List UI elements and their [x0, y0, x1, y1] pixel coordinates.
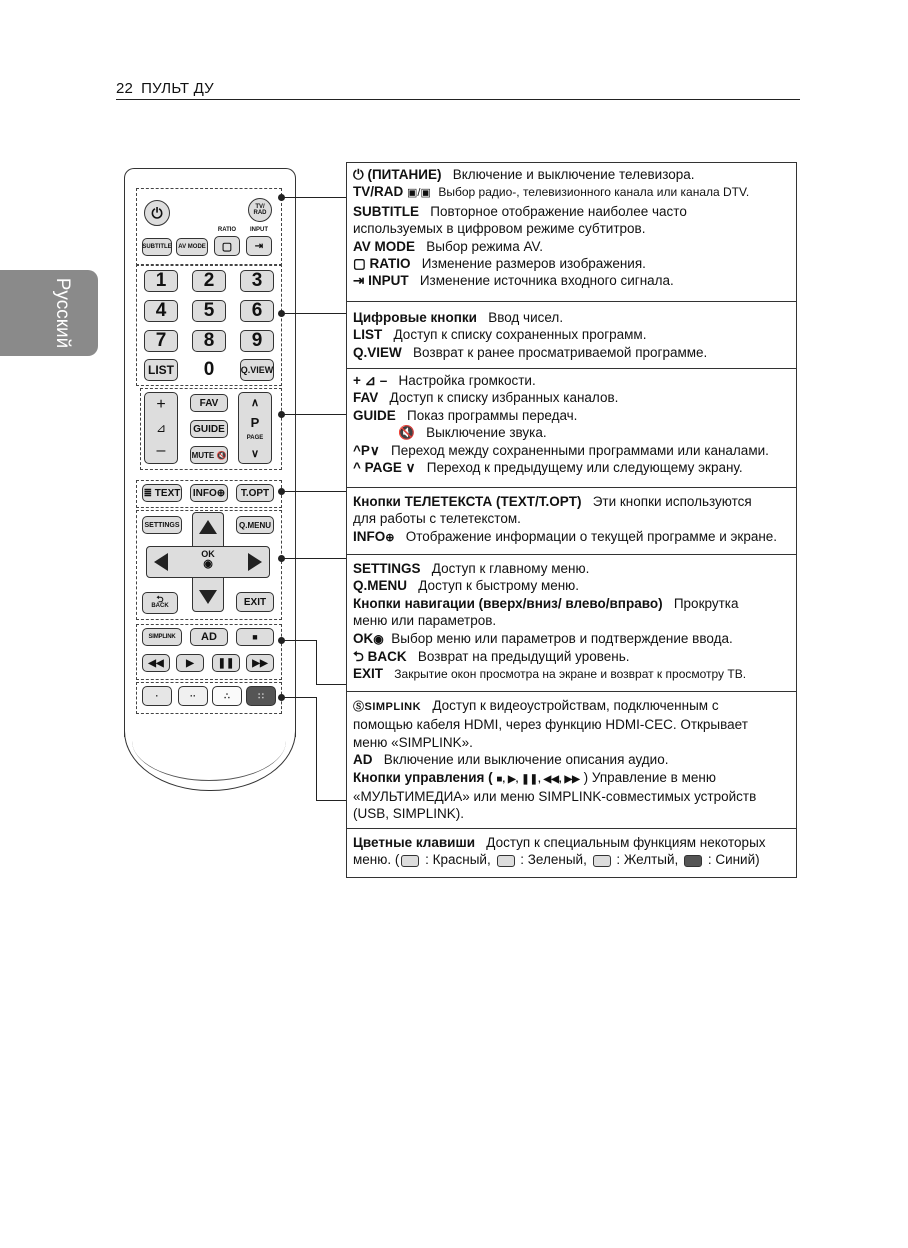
desc-text: Настройка громкости. — [398, 373, 536, 388]
desc-term: BACK — [367, 649, 407, 665]
section-volume — [347, 369, 796, 488]
desc-line — [353, 510, 790, 527]
section-navigation — [347, 555, 796, 692]
desc-line — [353, 769, 790, 788]
section-teletext — [347, 488, 796, 555]
qmenu-button[interactable]: Q.MENU — [236, 516, 274, 534]
desc-line — [353, 255, 790, 272]
desc-line — [353, 751, 790, 768]
info-label: INFO — [192, 487, 217, 499]
rewind-icon: ◀◀ — [148, 657, 164, 669]
desc-text: используемых в цифровом режиме субтитров. — [353, 221, 646, 237]
desc-term: TV/RAD — [353, 184, 404, 200]
desc-term: Кнопки ТЕЛЕТЕКСТА (TEXT/T.OPT) — [353, 494, 582, 509]
desc-term: SIMPLINK — [364, 701, 422, 713]
desc-text: Ввод чисел. — [488, 310, 564, 325]
desc-text: Включение и выключение телевизора. — [452, 167, 695, 182]
page-header — [116, 80, 214, 97]
description-table — [346, 162, 797, 878]
desc-line — [353, 630, 790, 648]
desc-line — [353, 238, 790, 255]
ok-button[interactable] — [193, 549, 223, 577]
forward-icon: ▶▶ — [252, 657, 268, 669]
section-numbers — [347, 302, 796, 369]
number-button-8[interactable]: 8 — [192, 330, 226, 352]
desc-line — [353, 612, 790, 629]
desc-term: Цветные клавиши — [353, 835, 476, 850]
desc-line — [353, 183, 790, 202]
desc-line — [353, 389, 790, 406]
red-key-icon — [401, 855, 419, 867]
program-label: P — [250, 414, 260, 430]
input-button[interactable]: ⇥ — [246, 236, 272, 256]
desc-line — [353, 344, 790, 361]
back-icon: ⮌ — [156, 594, 164, 604]
volume-up-icon: + — [156, 396, 166, 414]
desc-text: Закрытие окон просмотра на экране и возврат к просмотру ТВ. — [394, 667, 747, 682]
yellow-key-icon — [593, 855, 611, 867]
chevron-down-icon: ∨ — [250, 448, 260, 461]
input-label: INPUT — [250, 227, 268, 233]
back-button[interactable] — [142, 592, 178, 614]
tvrad-icon: ▣/▣ — [407, 187, 431, 200]
list-button[interactable]: LIST — [144, 359, 178, 381]
desc-line — [353, 716, 790, 733]
desc-line — [353, 220, 790, 237]
desc-line — [353, 665, 790, 683]
desc-line — [353, 407, 790, 424]
desc-term: AD — [353, 752, 373, 768]
desc-text: : Синий) — [707, 852, 760, 868]
desc-term: EXIT — [353, 666, 384, 682]
desc-line — [353, 834, 790, 851]
mute-label: MUTE — [191, 450, 215, 460]
desc-text: меню. ( — [353, 852, 400, 868]
desc-line — [353, 577, 790, 594]
desc-text: Показ программы передач. — [407, 407, 578, 423]
desc-term: ^ PAGE ∨ — [353, 460, 416, 476]
desc-term: Q.MENU — [353, 578, 407, 594]
number-button-1[interactable]: 1 — [144, 270, 178, 292]
page-label: PAGE — [246, 435, 264, 442]
desc-text: Возврат к ранее просматриваемой программе. — [413, 344, 708, 360]
text-button[interactable]: ≣ TEXT — [142, 484, 182, 502]
red-button[interactable]: · — [142, 686, 172, 706]
avmode-button[interactable]: AV MODE — [176, 238, 208, 256]
number-button-2[interactable]: 2 — [192, 270, 226, 292]
desc-text: меню «SIMPLINK». — [353, 734, 473, 750]
desc-term: Кнопки навигации (вверх/вниз/ влево/вправо) — [353, 595, 663, 611]
desc-term: + ⊿ – — [353, 373, 388, 388]
desc-term: SUBTITLE — [353, 203, 419, 219]
desc-text: ) Управление в меню — [583, 769, 716, 785]
desc-text: Эти кнопки используются — [592, 494, 752, 509]
number-button-6[interactable]: 6 — [240, 300, 274, 322]
number-button-5[interactable]: 5 — [192, 300, 226, 322]
chevron-up-icon: ∧ — [250, 396, 260, 409]
desc-text: Выбор меню или параметров и подтверждение ввода. — [391, 630, 733, 646]
desc-text: : Красный, — [425, 852, 491, 868]
desc-text: Выключение звука. — [426, 425, 547, 441]
volume-icon: ⊿ — [155, 420, 167, 435]
number-button-9[interactable]: 9 — [240, 330, 274, 352]
power-button[interactable]: ⏻ — [144, 200, 170, 226]
desc-line — [353, 493, 790, 510]
desc-term: Цифровые кнопки — [353, 310, 477, 325]
number-button-3[interactable]: 3 — [240, 270, 274, 292]
desc-text: меню или параметров. — [353, 613, 497, 629]
desc-text: помощью кабеля HDMI, через функцию HDMI-CEC. Открывает — [353, 717, 748, 733]
desc-text: для работы с телетекстом. — [353, 511, 521, 527]
volume-rocker[interactable] — [144, 392, 178, 464]
desc-text: Доступ к быстрому меню. — [418, 578, 580, 594]
desc-line — [353, 309, 790, 326]
ratio-icon: ▢ — [353, 256, 366, 272]
desc-text: Прокрутка — [673, 595, 739, 611]
arrow-up-icon[interactable] — [199, 520, 217, 534]
ratio-label: RATIO — [217, 227, 237, 233]
page-number: 22 — [116, 80, 134, 97]
topt-button[interactable]: T.OPT — [236, 484, 274, 502]
ok-icon: ◉ — [203, 558, 213, 570]
blue-key-icon — [684, 855, 702, 867]
desc-term: OK — [353, 630, 374, 646]
rewind-button[interactable] — [142, 654, 170, 672]
ok-icon: ◉ — [373, 631, 384, 646]
power-icon: ⏻ — [353, 167, 364, 182]
back-label: BACK — [151, 603, 169, 609]
header-rule — [116, 99, 800, 100]
green-key-icon — [497, 855, 515, 867]
subtitle-button[interactable]: SUBTITLE — [142, 238, 172, 256]
desc-line — [353, 203, 790, 220]
desc-line — [353, 372, 790, 389]
desc-line — [353, 272, 790, 289]
desc-term: ^P∨ — [353, 442, 380, 458]
qview-button[interactable]: Q.VIEW — [240, 359, 274, 381]
desc-line — [353, 788, 790, 805]
mute-button[interactable]: MUTE 🔇 — [190, 446, 228, 464]
green-button[interactable]: ·· — [178, 686, 208, 706]
yellow-button[interactable]: ∴ — [212, 686, 242, 706]
program-rocker[interactable] — [238, 392, 272, 464]
desc-text: Доступ к списку избранных каналов. — [389, 390, 619, 406]
desc-line — [353, 424, 790, 441]
desc-line — [353, 595, 790, 612]
desc-text: Изменение источника входного сигнала. — [419, 273, 674, 289]
desc-text: Доступ к списку сохраненных программ. — [393, 327, 647, 343]
input-icon: ⇥ — [353, 273, 365, 289]
desc-text: Доступ к главному меню. — [431, 561, 590, 576]
desc-text: Включение или выключение описания аудио. — [383, 752, 669, 768]
stop-icon: ■ — [252, 632, 258, 642]
guide-button[interactable]: GUIDE — [190, 420, 228, 438]
desc-text: «МУЛЬТИМЕДИА» или меню SIMPLINK-совместимых устройств — [353, 789, 757, 805]
desc-text: : Зеленый, — [520, 852, 587, 868]
desc-term: LIST — [353, 327, 383, 343]
tvrad-button[interactable]: TV/ RAD — [248, 198, 272, 222]
desc-text: Отображение информации о текущей программе и экране. — [405, 528, 778, 544]
desc-term: AV MODE — [353, 238, 416, 254]
desc-line — [353, 528, 790, 547]
number-button-7[interactable]: 7 — [144, 330, 178, 352]
language-tab-label: Русский — [52, 277, 73, 349]
desc-text: Доступ к специальным функциям некоторых — [486, 835, 766, 850]
desc-text: Повторное отображение наиболее часто — [430, 203, 687, 219]
desc-line — [353, 442, 790, 459]
desc-text: Доступ к видеоустройствам, подключенным с — [432, 698, 719, 713]
section-power — [347, 163, 796, 302]
back-icon: ⮌ — [353, 649, 364, 665]
desc-line — [353, 560, 790, 577]
desc-line — [353, 734, 790, 751]
desc-text: Изменение размеров изображения. — [421, 256, 646, 272]
desc-text: : Желтый, — [616, 852, 679, 868]
desc-text: Выбор радио-, телевизионного канала или канала DTV. — [438, 185, 750, 200]
info-button[interactable]: INFO ⊕ — [190, 484, 228, 502]
ok-label: OK — [201, 549, 215, 559]
playback-icons: ■, ▶, ❚❚, ◀◀, ▶▶ — [496, 773, 580, 785]
ratio-button[interactable]: ▢ — [214, 236, 240, 256]
simplink-logo-icon: ⓈSIMPLINK — [353, 701, 422, 713]
arrow-left-icon[interactable] — [154, 553, 168, 571]
fav-button[interactable]: FAV — [190, 394, 228, 412]
simplink-label: SIMPLINK — [148, 634, 176, 640]
desc-line — [353, 851, 790, 868]
desc-text: Переход к предыдущему или следующему экрану. — [426, 460, 743, 476]
info-icon: ⊕ — [385, 531, 395, 544]
desc-term: INFO — [353, 528, 386, 544]
desc-text: Переход между сохраненными программами или каналами. — [391, 442, 769, 458]
desc-term: FAV — [353, 390, 379, 406]
arrow-down-icon[interactable] — [199, 590, 217, 604]
arrow-right-icon[interactable] — [248, 553, 262, 571]
language-tab — [0, 270, 98, 356]
desc-text: Выбор режима AV. — [426, 238, 543, 254]
desc-text: (USB, SIMPLINK). — [353, 806, 465, 822]
desc-line — [353, 459, 790, 476]
settings-button[interactable]: SETTINGS — [142, 516, 182, 534]
remote-illustration — [124, 168, 294, 788]
number-button-4[interactable]: 4 — [144, 300, 178, 322]
desc-line — [353, 166, 790, 183]
blue-button[interactable]: ∷ — [246, 686, 276, 706]
pause-button[interactable] — [212, 654, 240, 672]
simplink-button[interactable] — [142, 628, 182, 646]
section-simplink — [347, 692, 796, 829]
forward-button[interactable] — [246, 654, 274, 672]
desc-term: (ПИТАНИЕ) — [367, 167, 442, 182]
volume-down-icon: – — [156, 441, 166, 459]
desc-term: Q.VIEW — [353, 344, 402, 360]
stop-button[interactable] — [236, 628, 274, 646]
ad-button[interactable]: AD — [190, 628, 228, 646]
play-button[interactable] — [176, 654, 204, 672]
text-label: TEXT — [154, 487, 181, 499]
desc-line — [353, 697, 790, 716]
desc-term: SETTINGS — [353, 561, 421, 576]
desc-line — [353, 805, 790, 822]
desc-line — [353, 326, 790, 343]
exit-button[interactable]: EXIT — [236, 592, 274, 612]
section-color-keys — [347, 829, 796, 877]
desc-term: INPUT — [368, 273, 409, 289]
desc-text: Возврат на предыдущий уровень. — [417, 649, 630, 665]
zero-button[interactable]: 0 — [192, 359, 226, 381]
pause-icon: ❚❚ — [217, 657, 235, 669]
desc-term: GUIDE — [353, 407, 396, 423]
desc-line — [353, 648, 790, 665]
desc-term: RATIO — [369, 256, 411, 272]
page-title: ПУЛЬТ ДУ — [141, 80, 214, 97]
play-icon: ▶ — [186, 657, 194, 669]
desc-term: Кнопки управления ( — [353, 769, 493, 785]
mute-icon: 🔇 — [398, 425, 415, 441]
